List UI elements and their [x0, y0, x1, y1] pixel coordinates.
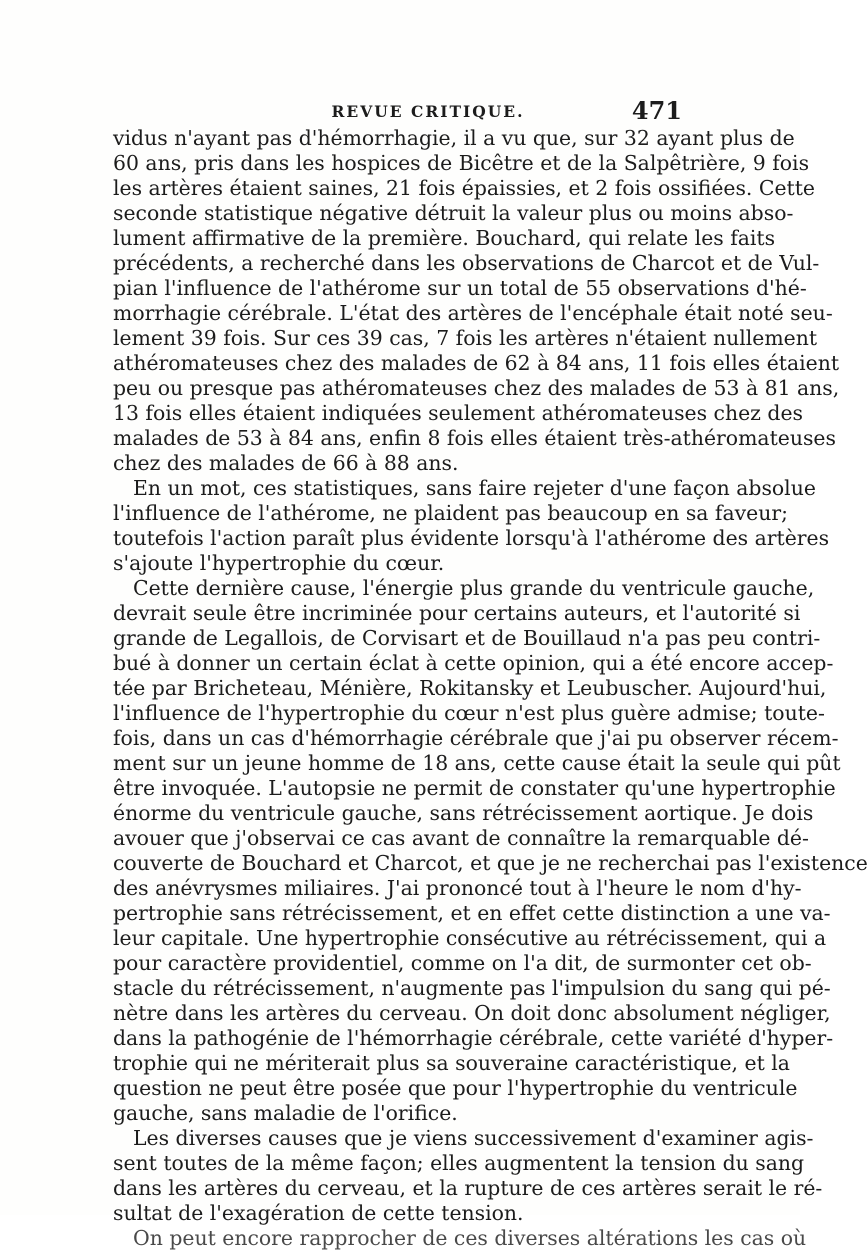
text-line: sent toutes de la même façon; elles augmentent la tension du sang — [113, 1151, 805, 1175]
text-line: fois, dans un cas d'hémorrhagie cérébrale que j'ai pu observer récem- — [113, 726, 839, 750]
body-text — [113, 126, 868, 1251]
text-line: couverte de Bouchard et Charcot, et que je ne recherchai pas l'existence — [113, 851, 868, 875]
text-line: dans la pathogénie de l'hémorrhagie cérébrale, cette variété d'hyper- — [113, 1026, 834, 1050]
text-line: chez des malades de 66 à 88 ans. — [113, 451, 459, 475]
running-title: REVUE CRITIQUE. — [331, 102, 525, 121]
text-line: pertrophie sans rétrécissement, et en effet cette distinction a une va- — [113, 901, 831, 925]
text-line: seconde statistique négative détruit la valeur plus ou moins abso- — [113, 201, 794, 225]
text-line: On peut encore rapprocher de ces diverses altérations les cas où — [133, 1226, 807, 1250]
text-line: l'influence de l'hypertrophie du cœur n'est plus guère admise; toute- — [113, 701, 825, 725]
text-line: morrhagie cérébrale. L'état des artères de l'encéphale était noté seu- — [113, 301, 833, 325]
text-line: lement 39 fois. Sur ces 39 cas, 7 fois les artères n'étaient nullement — [113, 326, 818, 350]
text-line: pian l'influence de l'athérome sur un total de 55 observations d'hé- — [113, 276, 807, 300]
text-line: toutefois l'action paraît plus évidente lorsqu'à l'athérome des artères — [113, 526, 830, 550]
text-line: les artères étaient saines, 21 fois épaissies, et 2 fois ossifiées. Cette — [113, 176, 816, 200]
text-line: malades de 53 à 84 ans, enfin 8 fois elles étaient très-athéromateuses — [113, 426, 836, 450]
text-line: grande de Legallois, de Corvisart et de Bouillaud n'a pas peu contri- — [113, 626, 821, 650]
text-line: leur capitale. Une hypertrophie consécutive au rétrécissement, qui a — [113, 926, 827, 950]
text-line: athéromateuses chez des malades de 62 à 84 ans, 11 fois elles étaient — [113, 351, 840, 375]
text-line: ment sur un jeune homme de 18 ans, cette cause était la seule qui pût — [113, 751, 841, 775]
text-line: l'influence de l'athérome, ne plaident pas beaucoup en sa faveur; — [113, 501, 788, 525]
text-line: trophie qui ne mériterait plus sa souveraine caractéristique, et la — [113, 1051, 790, 1075]
text-line: question ne peut être posée que pour l'hypertrophie du ventricule — [113, 1076, 798, 1100]
text-line: vidus n'ayant pas d'hémorrhagie, il a vu que, sur 32 ayant plus de — [113, 126, 795, 150]
text-line: 60 ans, pris dans les hospices de Bicêtre et de la Salpêtrière, 9 fois — [113, 151, 810, 175]
text-line: avouer que j'observai ce cas avant de connaître la remarquable dé- — [113, 826, 809, 850]
text-line: nètre dans les artères du cerveau. On doit donc absolument négliger, — [113, 1001, 831, 1025]
text-line: dans les artères du cerveau, et la rupture de ces artères serait le ré- — [113, 1176, 823, 1200]
text-line: peu ou presque pas athéromateuses chez des malades de 53 à 81 ans, — [113, 376, 840, 400]
text-line: gauche, sans maladie de l'orifice. — [113, 1101, 458, 1125]
text-line: pour caractère providentiel, comme on l'a dit, de surmonter cet ob- — [113, 951, 812, 975]
text-line: tée par Bricheteau, Ménière, Rokitansky et Leubuscher. Aujourd'hui, — [113, 676, 827, 700]
text-line: stacle du rétrécissement, n'augmente pas l'impulsion du sang qui pé- — [113, 976, 831, 1000]
text-line: Cette dernière cause, l'énergie plus grande du ventricule gauche, — [133, 576, 815, 600]
text-line: devrait seule être incriminée pour certains auteurs, et l'autorité si — [113, 601, 801, 625]
text-line: être invoquée. L'autopsie ne permit de constater qu'une hypertrophie — [113, 776, 836, 800]
text-line: 13 fois elles étaient indiquées seulement athéromateuses chez des — [113, 401, 803, 425]
page-number: 471 — [631, 96, 682, 125]
text-line: des anévrysmes miliaires. J'ai prononcé tout à l'heure le nom d'hy- — [113, 876, 802, 900]
text-line: En un mot, ces statistiques, sans faire rejeter d'une façon absolue — [133, 476, 816, 500]
text-line: bué à donner un certain éclat à cette opinion, qui a été encore accep- — [113, 651, 834, 675]
text-line: Les diverses causes que je viens successivement d'examiner agis- — [133, 1126, 814, 1150]
text-line: s'ajoute l'hypertrophie du cœur. — [113, 551, 445, 575]
text-line: énorme du ventricule gauche, sans rétrécissement aortique. Je dois — [113, 801, 814, 825]
text-line: sultat de l'exagération de cette tension. — [113, 1201, 524, 1225]
text-line: précédents, a recherché dans les observations de Charcot et de Vul- — [113, 251, 820, 275]
text-line: lument affirmative de la première. Bouchard, qui relate les faits — [113, 226, 776, 250]
